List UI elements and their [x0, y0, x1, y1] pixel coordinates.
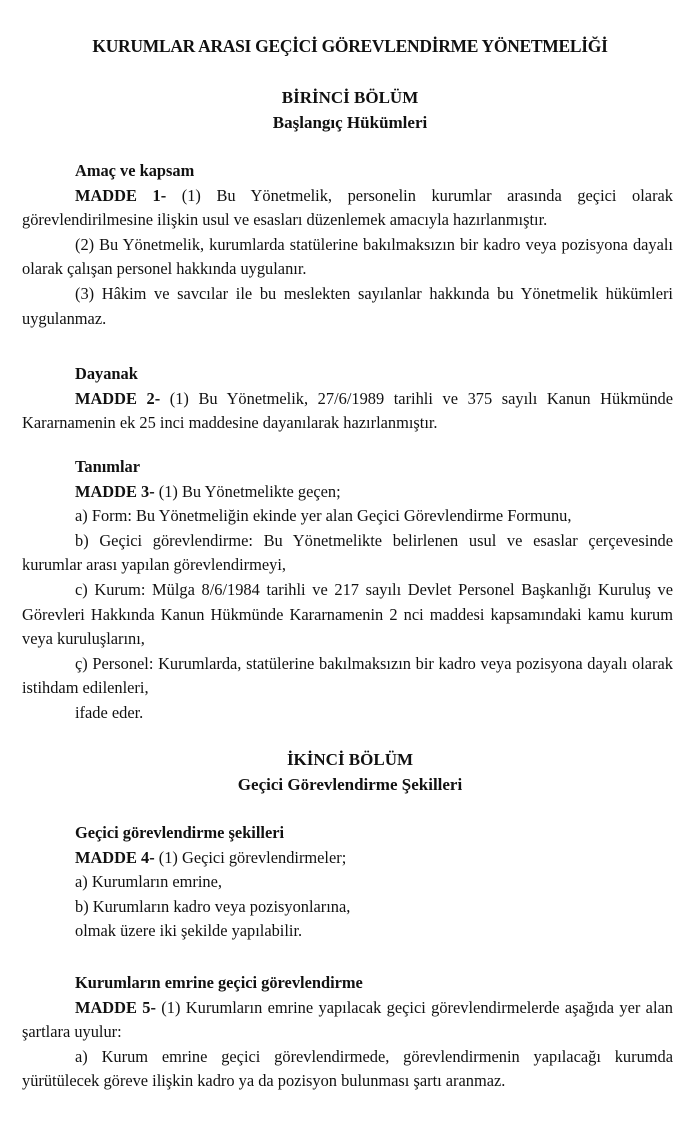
article-heading: Amaç ve kapsam	[75, 161, 195, 180]
article-heading: Tanımlar	[75, 457, 140, 476]
article-paragraph: a) Form: Bu Yönetmeliğin ekinde yer alan Geçici Görevlendirme Formunu,	[75, 506, 572, 526]
article-paragraph	[22, 480, 673, 505]
article-label: MADDE 5-	[75, 997, 156, 1017]
article-heading: Geçici görevlendirme şekilleri	[75, 823, 285, 842]
article-paragraph	[22, 996, 673, 1045]
article-heading: Kurumların emrine geçici görevlendirme	[75, 973, 363, 992]
article-2	[22, 362, 673, 436]
article-paragraph: ifade eder.	[75, 702, 144, 722]
article-paragraph: (3) Hâkim ve savcılar ile bu meslekten sayılanlar hakkında bu Yönetmelik hükümleri uygulanmaz.	[22, 283, 673, 328]
article-paragraph: a) Kurum emrine geçici görevlendirmede, görevlendirmenin yapılacağı kurumda yürütülecek göreve ilişkin kadro ya da pozisyon bulunması şartı aranmaz.	[22, 1046, 673, 1091]
article-paragraph: c) Kurum: Mülga 8/6/1984 tarihli ve 217 sayılı Devlet Personel Başkanlığı Kuruluş ve Görevleri Hakkında Kanun Hükmünde Kararnamenin 2 nci maddesi kapsamındaki kamu kurum veya kuruluşlarını,	[22, 579, 673, 649]
paragraph-text: (1) Kurumların emrine yapılacak geçici görevlendirmelerde aşağıda yer alan şartlara uyulur:	[22, 997, 673, 1042]
article-label: MADDE 4-	[75, 847, 155, 867]
article-paragraph: ç) Personel: Kurumlarda, statülerine bakılmaksızın bir kadro veya pozisyona dayalı olarak istihdam edilenleri,	[22, 653, 673, 698]
chapter-label: İKİNCİ BÖLÜM	[286, 750, 414, 769]
article-label: MADDE 3-	[75, 481, 155, 501]
paragraph-text: (1) Geçici görevlendirmeler;	[154, 847, 347, 867]
article-paragraph: b) Geçici görevlendirme: Bu Yönetmelikte belirlenen usul ve esaslar çerçevesinde kurumlar arası yapılan görevlendirmeyi,	[22, 530, 673, 575]
document-title: KURUMLAR ARASI GEÇİCİ GÖREVLENDİRME YÖNETMELİĞİ	[92, 36, 608, 56]
paragraph-text: (1) Bu Yönetmelik, personelin kurumlar arasında geçici olarak görevlendirilmesine ilişkin usul ve esasları düzenlemek amacıyla hazırlanmıştır.	[22, 185, 673, 230]
article-paragraph	[22, 387, 673, 436]
article-paragraph: a) Kurumların emrine,	[75, 872, 223, 892]
article-paragraph: olmak üzere iki şekilde yapılabilir.	[75, 921, 303, 941]
article-4	[22, 821, 673, 944]
paragraph-text: (1) Bu Yönetmelikte geçen;	[154, 481, 341, 501]
article-5	[22, 971, 673, 1094]
article-1	[22, 159, 673, 331]
article-label: MADDE 1-	[75, 185, 167, 205]
chapter-label: BİRİNCİ BÖLÜM	[281, 88, 419, 107]
chapter-subtitle: Geçici Görevlendirme Şekilleri	[237, 775, 463, 794]
article-paragraph: b) Kurumların kadro veya pozisyonlarına,	[75, 896, 351, 916]
paragraph-text: (1) Bu Yönetmelik, 27/6/1989 tarihli ve 375 sayılı Kanun Hükmünde Kararnamenin ek 25 inci maddesine dayanılarak hazırlanmıştır.	[22, 388, 673, 433]
article-paragraph	[22, 184, 673, 233]
article-paragraph	[22, 846, 673, 871]
article-3	[22, 455, 673, 726]
chapter-subtitle: Başlangıç Hükümleri	[272, 113, 428, 132]
article-paragraph: (2) Bu Yönetmelik, kurumlarda statülerine bakılmaksızın bir kadro veya pozisyona dayalı olarak çalışan personel hakkında uygulanır.	[22, 234, 673, 279]
article-heading: Dayanak	[75, 364, 138, 383]
article-label: MADDE 2-	[75, 388, 161, 408]
